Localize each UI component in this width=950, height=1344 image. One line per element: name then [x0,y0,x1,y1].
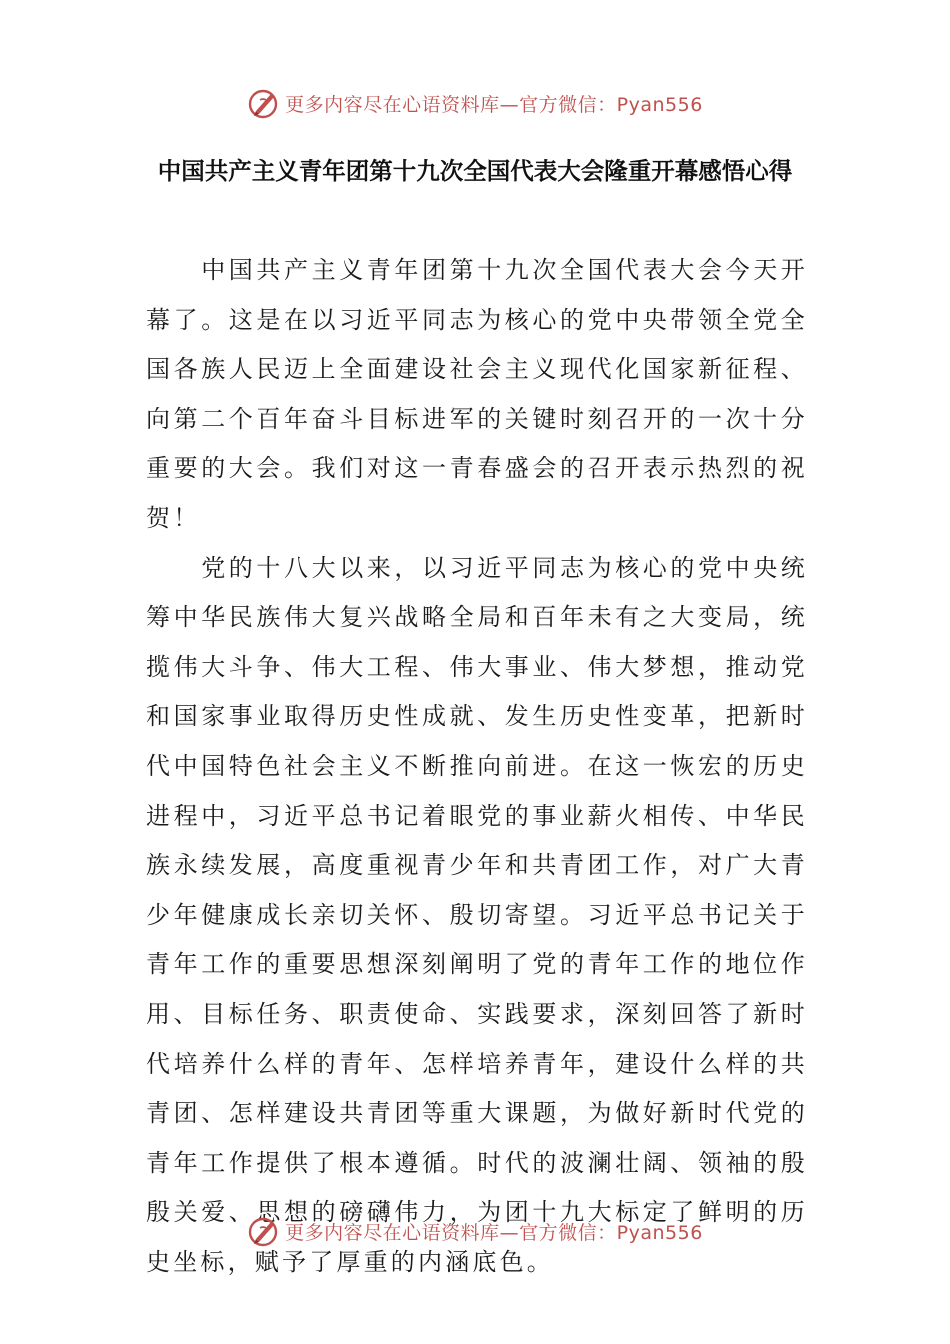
footer-watermark-banner [0,1208,950,1254]
pen-logo-icon [247,1214,281,1248]
header-watermark-banner [0,80,950,126]
document-body [146,246,808,1287]
watermark-text: 更多内容尽在心语资料库—官方微信：Pyan556 [285,1221,703,1244]
paragraph-1: 中国共产主义青年团第十九次全国代表大会今天开幕了。这是在以习近平同志为核心的党中央带领全党全国各族人民迈上全面建设社会主义现代化国家新征程、向第二个百年奋斗目标进军的关键时刻召开的一次十分重要的大会。我们对这一青春盛会的召开表示热烈的祝贺！ [146,256,808,532]
pen-logo-icon [247,86,281,120]
paragraph-2: 党的十八大以来，以习近平同志为核心的党中央统筹中华民族伟大复兴战略全局和百年未有之大变局，统揽伟大斗争、伟大工程、伟大事业、伟大梦想，推动党和国家事业取得历史性成就、发生历史性变革，把新时代中国特色社会主义不断推向前进。在这一恢宏的历史进程中，习近平总书记着眼党的事业薪火相传、中华民族永续发展，高度重视青少年和共青团工作，对广大青少年健康成长亲切关怀、殷切寄望。习近平总书记关于青年工作的重要思想深刻阐明了党的青年工作的地位作用、目标任务、职责使命、实践要求，深刻回答了新时代培养什么样的青年、怎样培养青年，建设什么样的共青团、怎样建设共青团等重大课题，为做好新时代党的青年工作提供了根本遵循。时代的波澜壮阔、领袖的殷殷关爱、思想的磅礴伟力，为团十九大标定了鲜明的历史坐标，赋予了厚重的内涵底色。 [146,553,808,1276]
watermark-text: 更多内容尽在心语资料库—官方微信：Pyan556 [285,93,703,116]
document-title: 中国共产主义青年团第十九次全国代表大会隆重开幕感悟心得 [157,157,793,185]
